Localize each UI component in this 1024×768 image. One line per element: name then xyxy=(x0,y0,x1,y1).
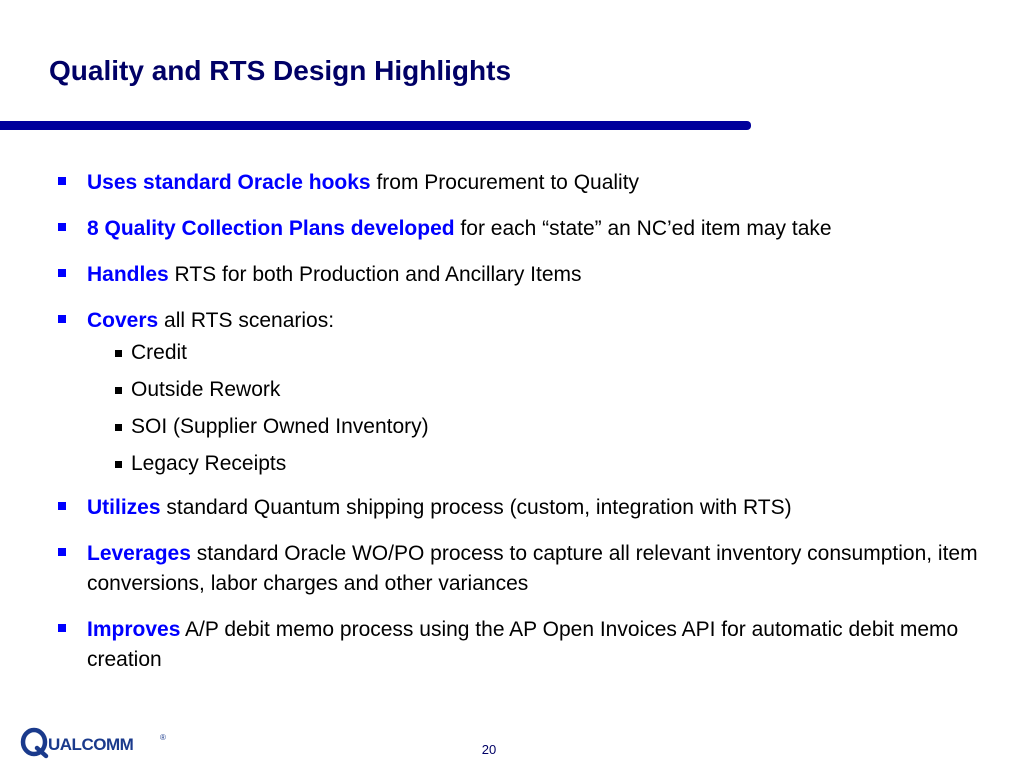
page-number: 20 xyxy=(481,742,497,757)
bullet-highlight: Leverages xyxy=(87,542,191,565)
bullet-text: all RTS scenarios: xyxy=(158,309,335,332)
bullet-item xyxy=(58,306,978,336)
sub-bullet-text: Outside Rework xyxy=(131,378,281,401)
sub-bullet-item xyxy=(0,449,978,479)
qualcomm-logo xyxy=(17,722,177,762)
bullet-item xyxy=(58,168,978,198)
bullet-text: A/P debit memo process using the AP Open Invoices API for automatic debit memo creation xyxy=(87,618,959,671)
bullet-highlight: 8 Quality Collection Plans developed xyxy=(87,217,455,240)
bullet-highlight: Uses standard Oracle hooks xyxy=(87,171,371,194)
square-bullet-icon xyxy=(58,502,66,510)
square-bullet-icon xyxy=(58,548,66,556)
bullet-text: RTS for both Production and Ancillary Items xyxy=(168,263,582,286)
bullet-text: for each “state” an NC’ed item may take xyxy=(454,217,832,240)
sub-bullet-item xyxy=(0,375,978,405)
title-underline-rule xyxy=(0,121,751,130)
bullet-item xyxy=(58,214,978,244)
sub-bullet-text: SOI (Supplier Owned Inventory) xyxy=(131,415,429,438)
logo-text: UALCOMM xyxy=(48,735,134,754)
bullet-highlight: Covers xyxy=(87,309,159,332)
bullet-item xyxy=(58,615,978,675)
slide-title: Quality and RTS Design Highlights xyxy=(49,55,512,86)
bullet-item xyxy=(58,260,978,290)
sub-bullet-item xyxy=(0,338,978,368)
square-bullet-icon xyxy=(115,461,122,468)
bullet-text: from Procurement to Quality xyxy=(370,171,640,194)
square-bullet-icon xyxy=(58,223,66,231)
logo-registered-mark: ® xyxy=(160,733,166,742)
bullet-item xyxy=(58,539,978,599)
bullet-highlight: Utilizes xyxy=(87,496,161,519)
bullet-text: standard Quantum shipping process (custom, integration with RTS) xyxy=(160,496,792,519)
square-bullet-icon xyxy=(115,350,122,357)
square-bullet-icon xyxy=(115,387,122,394)
bullet-text: standard Oracle WO/PO process to capture all relevant inventory consumption, item conversions, labor charges and other variances xyxy=(87,542,978,595)
sub-bullet-text: Legacy Receipts xyxy=(131,452,287,475)
bullet-highlight: Improves xyxy=(87,618,181,641)
square-bullet-icon xyxy=(58,624,66,632)
bullet-item xyxy=(58,493,978,523)
bullet-highlight: Handles xyxy=(87,263,169,286)
square-bullet-icon xyxy=(58,315,66,323)
square-bullet-icon xyxy=(58,177,66,185)
square-bullet-icon xyxy=(115,424,122,431)
square-bullet-icon xyxy=(58,269,66,277)
sub-bullet-item xyxy=(0,412,978,442)
sub-bullet-text: Credit xyxy=(131,341,188,364)
bullet-list xyxy=(58,168,978,691)
sub-bullet-list xyxy=(0,338,978,479)
